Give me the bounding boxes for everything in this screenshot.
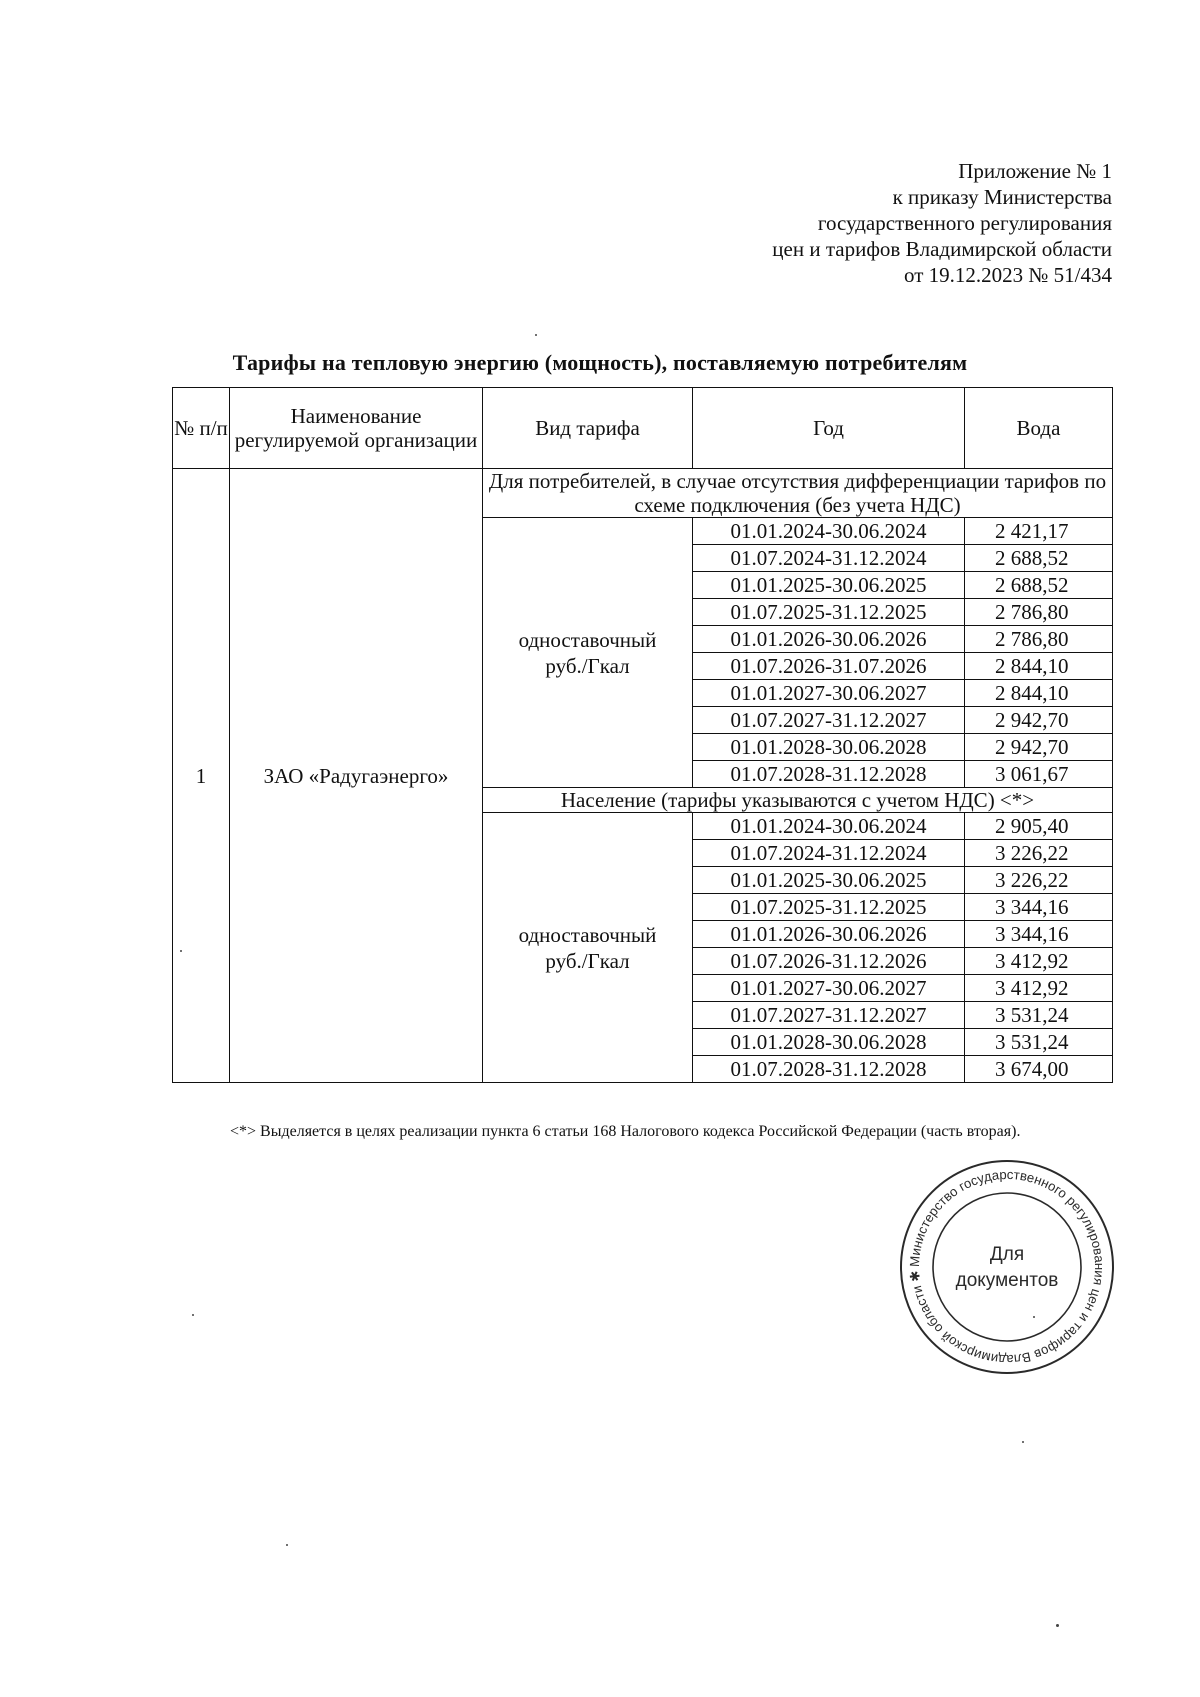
water-value-cell: 3 531,24 bbox=[965, 1029, 1113, 1056]
appendix-line-4: цен и тарифов Владимирской области bbox=[772, 237, 1112, 261]
water-value-cell: 2 942,70 bbox=[965, 707, 1113, 734]
water-value-cell: 2 942,70 bbox=[965, 734, 1113, 761]
ministry-stamp bbox=[898, 1158, 1116, 1376]
section-heading-row bbox=[173, 469, 1113, 518]
period-cell: 01.07.2027-31.12.2027 bbox=[693, 707, 965, 734]
speck bbox=[535, 334, 537, 336]
period-cell: 01.07.2025-31.12.2025 bbox=[693, 599, 965, 626]
water-value-cell: 3 674,00 bbox=[965, 1056, 1113, 1083]
appendix-line-5: от 19.12.2023 № 51/434 bbox=[903, 263, 1112, 287]
tariff-unit-label: руб./Гкал bbox=[545, 948, 630, 973]
speck bbox=[192, 1314, 194, 1316]
row-number-cell: 1 bbox=[173, 469, 230, 1083]
col-header-num: № п/п bbox=[173, 388, 230, 469]
water-value-cell: 3 226,22 bbox=[965, 867, 1113, 894]
col-header-org: Наименование регулируемой организации bbox=[230, 388, 483, 469]
water-value-cell: 3 412,92 bbox=[965, 948, 1113, 975]
period-cell: 01.07.2027-31.12.2027 bbox=[693, 1002, 965, 1029]
footnote: <*> Выделяется в целях реализации пункта 6 статьи 168 Налогового кодекса Российской Федерации (часть вторая). bbox=[230, 1123, 1021, 1140]
period-cell: 01.07.2026-31.07.2026 bbox=[693, 653, 965, 680]
appendix-line-3: государственного регулирования bbox=[817, 211, 1112, 235]
water-value-cell: 3 061,67 bbox=[965, 761, 1113, 788]
period-cell: 01.01.2025-30.06.2025 bbox=[693, 867, 965, 894]
water-value-cell: 3 531,24 bbox=[965, 1002, 1113, 1029]
col-header-water: Вода bbox=[965, 388, 1113, 469]
period-cell: 01.07.2025-31.12.2025 bbox=[693, 894, 965, 921]
period-cell: 01.01.2026-30.06.2026 bbox=[693, 626, 965, 653]
period-cell: 01.01.2024-30.06.2024 bbox=[693, 518, 965, 545]
water-value-cell: 2 688,52 bbox=[965, 572, 1113, 599]
speck bbox=[286, 1544, 288, 1546]
stamp-center-line-2: документов bbox=[955, 1270, 1059, 1291]
period-cell: 01.01.2025-30.06.2025 bbox=[693, 572, 965, 599]
water-value-cell: 3 344,16 bbox=[965, 894, 1113, 921]
tariff-table bbox=[172, 387, 1113, 1083]
appendix-header bbox=[772, 158, 1112, 288]
tariff-type-cell bbox=[483, 813, 693, 1083]
speck bbox=[180, 950, 182, 952]
water-value-cell: 2 844,10 bbox=[965, 653, 1113, 680]
speck bbox=[1033, 1316, 1035, 1318]
col-header-tariff-type: Вид тарифа bbox=[483, 388, 693, 469]
water-value-cell: 3 344,16 bbox=[965, 921, 1113, 948]
period-cell: 01.01.2028-30.06.2028 bbox=[693, 1029, 965, 1056]
period-cell: 01.07.2028-31.12.2028 bbox=[693, 1056, 965, 1083]
water-value-cell: 3 226,22 bbox=[965, 840, 1113, 867]
water-value-cell: 2 421,17 bbox=[965, 518, 1113, 545]
appendix-line-1: Приложение № 1 bbox=[958, 159, 1112, 183]
period-cell: 01.01.2026-30.06.2026 bbox=[693, 921, 965, 948]
col-header-year: Год bbox=[693, 388, 965, 469]
stamp-center-line-1: Для bbox=[989, 1244, 1025, 1265]
water-value-cell: 2 905,40 bbox=[965, 813, 1113, 840]
table-header-row bbox=[173, 388, 1113, 469]
tariff-type-label: одноставочный bbox=[518, 627, 657, 652]
speck bbox=[1056, 1624, 1059, 1627]
period-cell: 01.01.2024-30.06.2024 bbox=[693, 813, 965, 840]
period-cell: 01.07.2028-31.12.2028 bbox=[693, 761, 965, 788]
tariff-type-cell bbox=[483, 518, 693, 788]
period-cell: 01.07.2024-31.12.2024 bbox=[693, 840, 965, 867]
water-value-cell: 2 844,10 bbox=[965, 680, 1113, 707]
water-value-cell: 2 786,80 bbox=[965, 626, 1113, 653]
section-heading-population: Население (тарифы указываются с учетом НДС) <*> bbox=[483, 788, 1113, 813]
period-cell: 01.01.2028-30.06.2028 bbox=[693, 734, 965, 761]
section-heading-consumers: Для потребителей, в случае отсутствия дифференциации тарифов по схеме подключения (без учета НДС) bbox=[483, 469, 1113, 518]
speck bbox=[1022, 1441, 1024, 1443]
period-cell: 01.01.2027-30.06.2027 bbox=[693, 975, 965, 1002]
appendix-line-2: к приказу Министерства bbox=[892, 185, 1112, 209]
period-cell: 01.07.2026-31.12.2026 bbox=[693, 948, 965, 975]
stamp-ring-text: Министерство государственного регулирования цен и тарифов Владимирской области ✱ bbox=[906, 1166, 1108, 1368]
tariff-unit-label: руб./Гкал bbox=[545, 653, 630, 678]
water-value-cell: 2 688,52 bbox=[965, 545, 1113, 572]
table-body bbox=[173, 469, 1113, 1083]
document-title: Тарифы на тепловую энергию (мощность), поставляемую потребителям bbox=[232, 350, 968, 375]
water-value-cell: 3 412,92 bbox=[965, 975, 1113, 1002]
organization-cell: ЗАО «Радугаэнерго» bbox=[230, 469, 483, 1083]
water-value-cell: 2 786,80 bbox=[965, 599, 1113, 626]
tariff-type-label: одноставочный bbox=[518, 922, 657, 947]
period-cell: 01.01.2027-30.06.2027 bbox=[693, 680, 965, 707]
stamp-inner-ring bbox=[933, 1193, 1081, 1341]
period-cell: 01.07.2024-31.12.2024 bbox=[693, 545, 965, 572]
